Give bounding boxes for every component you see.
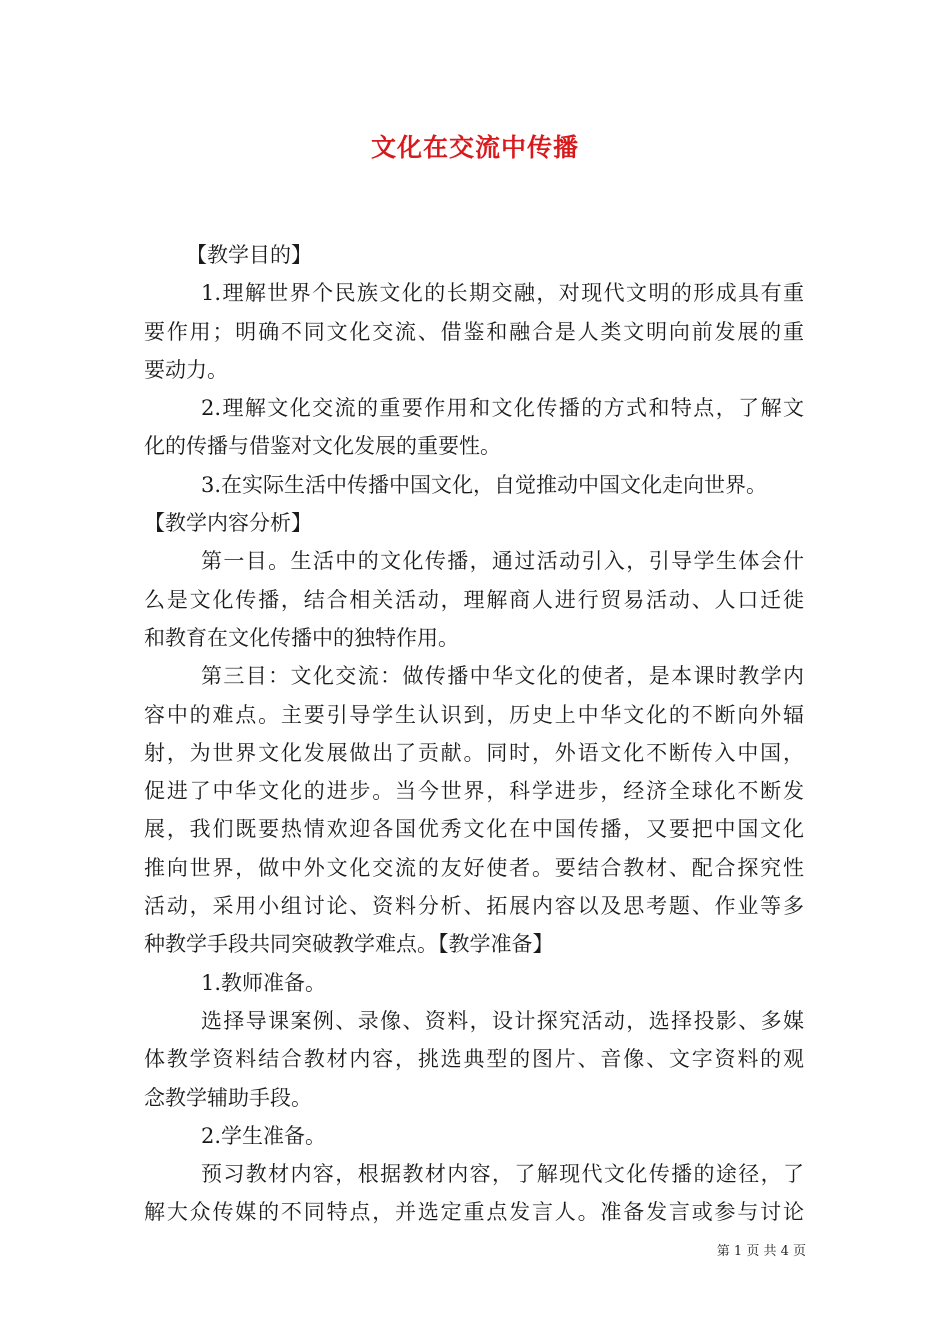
body-line: 1.教师准备。: [201, 970, 327, 995]
body-line: 种教学手段共同突破教学难点。【教学准备】: [144, 932, 554, 957]
body-line: 推向世界，做中外文化交流的友好使者。要结合教材、配合探究性: [144, 855, 804, 880]
body-line: 选择导课案例、录像、资料，设计探究活动，选择投影、多媒: [201, 1008, 804, 1033]
body-line: 化的传播与借鉴对文化发展的重要性。: [144, 434, 501, 459]
body-line: 第三目：文化交流：做传播中华文化的使者，是本课时教学内: [201, 664, 804, 689]
body-line: 2.学生准备。: [201, 1123, 327, 1148]
body-line: 要作用；明确不同文化交流、借鉴和融合是人类文明向前发展的重: [144, 319, 804, 344]
body-line: 预习教材内容，根据教材内容，了解现代文化传播的途径，了: [201, 1162, 804, 1187]
body-line: 展，我们既要热情欢迎各国优秀文化在中国传播，又要把中国文化: [144, 817, 804, 842]
body-line: 要动力。: [144, 357, 228, 382]
body-line: 促进了中华文化的进步。当今世界，科学进步，经济全球化不断发: [144, 779, 804, 804]
body-line: 解大众传媒的不同特点，并选定重点发言人。准备发言或参与讨论: [144, 1200, 804, 1225]
body-line: 2.理解文化交流的重要作用和文化传播的方式和特点，了解文: [201, 396, 804, 421]
body-line: 射，为世界文化发展做出了贡献。同时，外语文化不断传入中国，: [144, 740, 804, 765]
page-number: 第 1 页 共 4 页: [716, 1244, 806, 1259]
body-line: 第一目。生活中的文化传播，通过活动引入，引导学生体会什: [201, 549, 804, 574]
body-line: 【教学目的】: [186, 243, 312, 267]
body-line: 3.在实际生活中传播中国文化，自觉推动中国文化走向世界。: [201, 472, 768, 497]
body-line: 1.理解世界个民族文化的长期交融，对现代文明的形成具有重: [201, 281, 804, 306]
document-body: [144, 236, 804, 1232]
body-line: 体教学资料结合教材内容，挑选典型的图片、音像、文字资料的观: [144, 1047, 804, 1072]
body-line: 和教育在文化传播中的独特作用。: [144, 625, 459, 650]
document-title: 文化在交流中传播: [370, 133, 579, 162]
body-line: 么是文化传播，结合相关活动，理解商人进行贸易活动、人口迁徙: [144, 587, 804, 612]
body-line: 容中的难点。主要引导学生认识到，历史上中华文化的不断向外辐: [144, 702, 804, 727]
body-line: 活动，采用小组讨论、资料分析、拓展内容以及思考题、作业等多: [144, 894, 804, 919]
body-line: 念教学辅助手段。: [144, 1085, 312, 1110]
body-line: 【教学内容分析】: [144, 511, 312, 536]
